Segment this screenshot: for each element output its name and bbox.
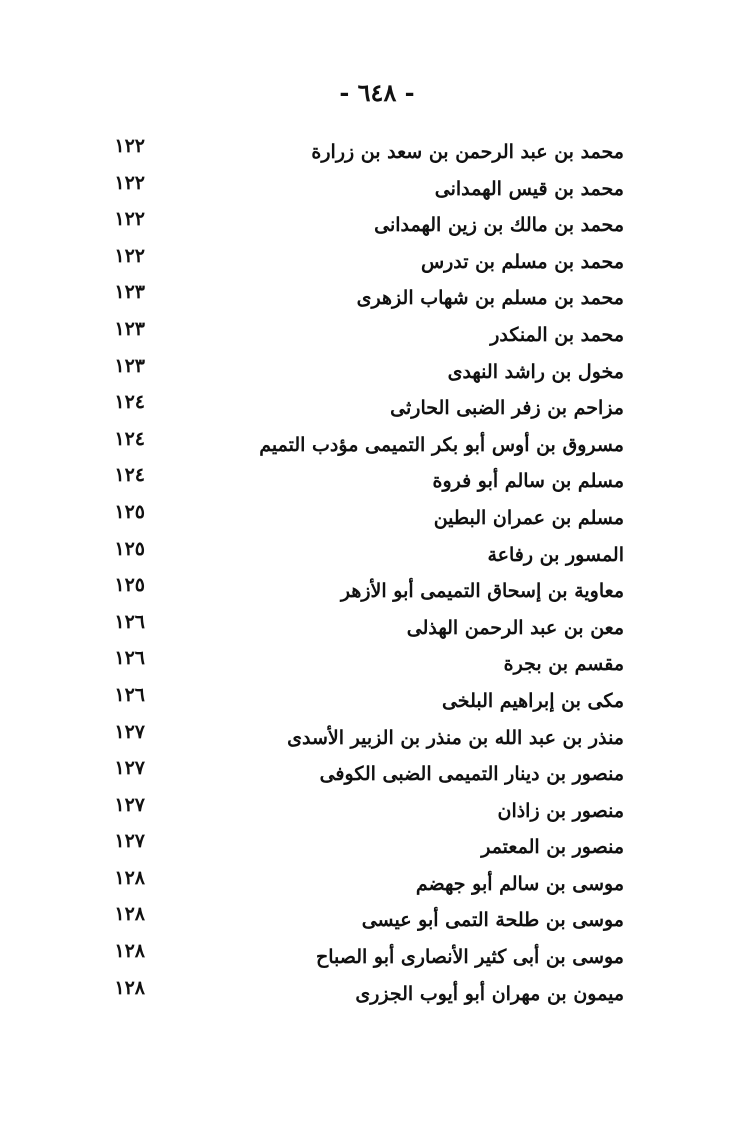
entry-page-number: ١٢٨ xyxy=(114,940,145,963)
index-entry xyxy=(0,501,754,538)
entry-name: مزاحم بن زفر الضبى الحارثى xyxy=(390,397,624,420)
index-entry xyxy=(0,940,754,977)
index-entry xyxy=(0,355,754,392)
entry-name: منصور بن المعتمر xyxy=(481,836,624,859)
entry-name: محمد بن مسلم بن شهاب الزهرى xyxy=(356,287,624,310)
entry-name: معن بن عبد الرحمن الهذلى xyxy=(406,616,624,639)
entry-page-number: ١٢٧ xyxy=(114,793,145,816)
entry-page-number: ١٢٨ xyxy=(114,976,145,999)
index-list xyxy=(0,135,754,1013)
index-entry xyxy=(0,464,754,501)
index-entry xyxy=(0,208,754,245)
index-entry xyxy=(0,135,754,172)
entry-name: مقسم بن بجرة xyxy=(503,653,624,676)
entry-page-number: ١٢٦ xyxy=(114,610,145,633)
entry-page-number: ١٢٤ xyxy=(114,464,145,487)
entry-page-number: ١٢٢ xyxy=(114,208,145,231)
index-entry xyxy=(0,318,754,355)
index-entry xyxy=(0,245,754,282)
entry-name: مكى بن إبراهيم البلخى xyxy=(441,689,624,712)
index-entry xyxy=(0,684,754,721)
entry-name: محمد بن قيس الهمدانى xyxy=(434,177,624,200)
entry-name: محمد بن مسلم بن تدرس xyxy=(420,250,624,273)
entry-page-number: ١٢٧ xyxy=(114,830,145,853)
index-entry xyxy=(0,172,754,209)
page-number: - ٦٤٨ - xyxy=(339,78,415,107)
index-entry xyxy=(0,574,754,611)
index-entry xyxy=(0,611,754,648)
entry-page-number: ١٢٦ xyxy=(114,647,145,670)
index-entry xyxy=(0,903,754,940)
entry-page-number: ١٢٣ xyxy=(114,354,145,377)
entry-page-number: ١٢٥ xyxy=(114,574,145,597)
index-entry xyxy=(0,830,754,867)
entry-page-number: ١٢٣ xyxy=(114,281,145,304)
entry-name: منصور بن دينار التميمى الضبى الكوفى xyxy=(319,763,624,786)
entry-name: مخول بن راشد النهدى xyxy=(447,360,624,383)
entry-name: المسور بن رفاعة xyxy=(487,543,624,566)
entry-page-number: ١٢٤ xyxy=(114,391,145,414)
entry-name: موسى بن أبى كثير الأنصارى أبو الصباح xyxy=(315,946,624,969)
entry-name: مسلم بن عمران البطين xyxy=(433,506,624,529)
index-entry xyxy=(0,867,754,904)
entry-page-number: ١٢٤ xyxy=(114,427,145,450)
entry-name: محمد بن مالك بن زين الهمدانى xyxy=(374,214,624,237)
entry-name: ميمون بن مهران أبو أيوب الجزرى xyxy=(355,982,624,1005)
index-entry xyxy=(0,538,754,575)
index-entry xyxy=(0,428,754,465)
index-entry xyxy=(0,721,754,758)
index-entry xyxy=(0,647,754,684)
entry-page-number: ١٢٢ xyxy=(114,244,145,267)
entry-name: موسى بن سالم أبو جهضم xyxy=(415,872,624,895)
index-entry xyxy=(0,794,754,831)
entry-name: محمد بن عبد الرحمن بن سعد بن زرارة xyxy=(311,141,624,163)
index-entry xyxy=(0,757,754,794)
index-entry xyxy=(0,391,754,428)
entry-name: موسى بن طلحة التمى أبو عيسى xyxy=(361,909,624,932)
entry-page-number: ١٢٧ xyxy=(114,720,145,743)
entry-page-number: ١٢٥ xyxy=(114,537,145,560)
entry-name: مسروق بن أوس أبو بكر التميمى مؤدب التميم xyxy=(259,433,624,456)
entry-page-number: ١٢٥ xyxy=(114,500,145,523)
entry-name: منذر بن عبد الله بن منذر بن الزبير الأسدى xyxy=(287,726,624,749)
entry-page-number: ١٢٧ xyxy=(114,757,145,780)
entry-name: معاوية بن إسحاق التميمى أبو الأزهر xyxy=(340,580,624,603)
entry-page-number: ١٢٣ xyxy=(114,317,145,340)
entry-page-number: ١٢٨ xyxy=(114,866,145,889)
entry-page-number: ١٢٢ xyxy=(114,135,145,157)
index-entry xyxy=(0,977,754,1014)
entry-page-number: ١٢٢ xyxy=(114,171,145,194)
entry-name: منصور بن زاذان xyxy=(497,799,624,822)
entry-name: محمد بن المنكدر xyxy=(490,323,624,346)
index-entry xyxy=(0,281,754,318)
entry-name: مسلم بن سالم أبو فروة xyxy=(432,470,624,493)
entry-page-number: ١٢٦ xyxy=(114,683,145,706)
entry-page-number: ١٢٨ xyxy=(114,903,145,926)
